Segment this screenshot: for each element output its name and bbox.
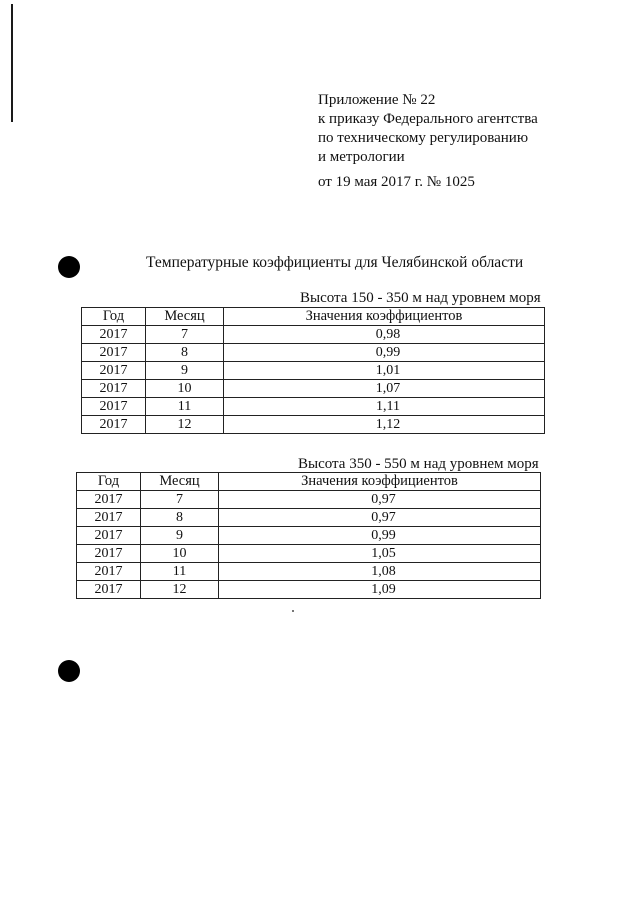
table-caption: Высота 350 - 550 м над уровнем моря — [298, 456, 539, 472]
coefficients-table — [76, 472, 541, 599]
left-margin-line — [11, 4, 13, 122]
table-header-row — [77, 473, 541, 491]
column-header-year: Год — [77, 473, 141, 491]
order-reference-line: к приказу Федерального агентства — [318, 111, 538, 127]
coefficients-table — [81, 307, 545, 434]
cell-year: 2017 — [77, 491, 141, 509]
table-row — [82, 416, 545, 434]
cell-month: 8 — [146, 344, 224, 362]
column-header-month: Месяц — [146, 308, 224, 326]
cell-month: 12 — [146, 416, 224, 434]
cell-year: 2017 — [82, 416, 146, 434]
table-row — [77, 563, 541, 581]
cell-year: 2017 — [77, 545, 141, 563]
column-header-month: Месяц — [141, 473, 219, 491]
cell-value: 1,08 — [219, 563, 541, 581]
cell-year: 2017 — [82, 362, 146, 380]
table-row — [82, 398, 545, 416]
cell-value: 1,12 — [224, 416, 545, 434]
order-date-line: от 19 мая 2017 г. № 1025 — [318, 174, 475, 190]
cell-year: 2017 — [77, 509, 141, 527]
cell-month: 7 — [141, 491, 219, 509]
order-reference-line: и метрологии — [318, 149, 405, 165]
cell-value: 1,01 — [224, 362, 545, 380]
table-row — [77, 491, 541, 509]
table-row — [77, 581, 541, 599]
column-header-value: Значения коэффициентов — [224, 308, 545, 326]
cell-year: 2017 — [82, 326, 146, 344]
cell-month: 9 — [146, 362, 224, 380]
table-row — [77, 509, 541, 527]
column-header-value: Значения коэффициентов — [219, 473, 541, 491]
cell-month: 10 — [141, 545, 219, 563]
cell-month: 8 — [141, 509, 219, 527]
table-header-row — [82, 308, 545, 326]
cell-month: 12 — [141, 581, 219, 599]
table-caption: Высота 150 - 350 м над уровнем моря — [300, 290, 541, 306]
table-row — [82, 344, 545, 362]
cell-month: 7 — [146, 326, 224, 344]
cell-value: 1,11 — [224, 398, 545, 416]
cell-value: 1,07 — [224, 380, 545, 398]
table-row — [82, 380, 545, 398]
cell-value: 0,97 — [219, 491, 541, 509]
cell-year: 2017 — [77, 563, 141, 581]
table-row — [77, 545, 541, 563]
order-reference-line: по техническому регулированию — [318, 130, 529, 146]
table-row — [82, 326, 545, 344]
cell-month: 11 — [146, 398, 224, 416]
appendix-header — [318, 91, 618, 192]
cell-year: 2017 — [82, 380, 146, 398]
table-row — [82, 362, 545, 380]
document-title: Температурные коэффициенты для Челябинской области — [146, 254, 524, 271]
cell-value: 0,99 — [224, 344, 545, 362]
cell-value: 1,05 — [219, 545, 541, 563]
punch-hole-mark — [58, 256, 80, 278]
cell-month: 9 — [141, 527, 219, 545]
cell-month: 11 — [141, 563, 219, 581]
punch-hole-mark — [58, 660, 80, 682]
table-row — [77, 527, 541, 545]
cell-value: 1,09 — [219, 581, 541, 599]
scan-speck — [292, 610, 294, 612]
cell-value: 0,98 — [224, 326, 545, 344]
cell-year: 2017 — [77, 527, 141, 545]
column-header-year: Год — [82, 308, 146, 326]
cell-year: 2017 — [82, 344, 146, 362]
cell-year: 2017 — [77, 581, 141, 599]
cell-month: 10 — [146, 380, 224, 398]
appendix-number: Приложение № 22 — [318, 92, 436, 108]
cell-year: 2017 — [82, 398, 146, 416]
cell-value: 0,97 — [219, 509, 541, 527]
cell-value: 0,99 — [219, 527, 541, 545]
